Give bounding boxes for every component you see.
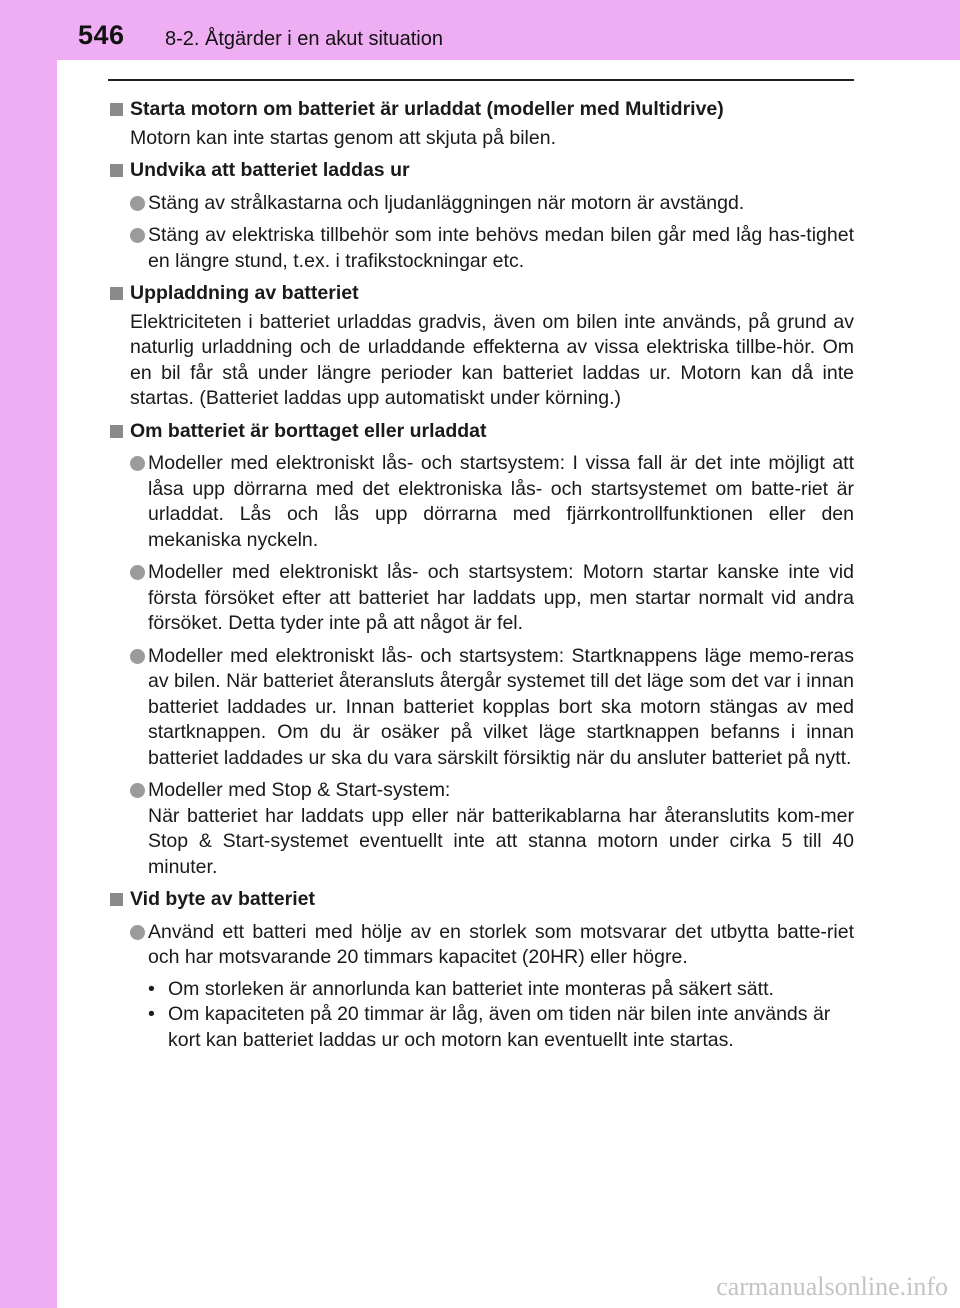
bullet-item xyxy=(108,644,854,772)
sub-item xyxy=(108,1002,854,1053)
page-number: 546 xyxy=(78,20,125,50)
bullet-item xyxy=(108,451,854,553)
section-heading xyxy=(108,97,854,123)
sub-item xyxy=(108,977,854,1003)
paragraph: Elektriciteten i batteriet urladdas gradvis, även om bilen inte används, på grund av naturlig urladdning och de urladdande effekterna av vissa elektriska tillbe-hör. Om en bil får stå under längre perioder kan batteriet laddas ur. Motorn kan då inte startas. (Batteriet laddas upp automatiskt under körning.) xyxy=(130,310,854,409)
bullet-text: När batteriet har laddats upp eller när batterikablarna har återanslutits kom-mer Stop & Start-systemet eventuellt inte att stanna motorn under cirka 5 till 40 minuter. xyxy=(148,804,854,878)
page-content xyxy=(108,90,854,1053)
bullet-item xyxy=(108,560,854,637)
circle-bullet-icon xyxy=(130,783,145,798)
sub-text: Om kapaciteten på 20 timmar är låg, även om tiden när bilen inte används är kort kan batteriet laddas ur och motorn kan eventuellt inte startas. xyxy=(168,1003,831,1051)
circle-bullet-icon xyxy=(130,456,145,471)
square-bullet-icon xyxy=(110,425,123,438)
sub-bullet-marker: • xyxy=(148,977,155,1000)
paragraph: Motorn kan inte startas genom att skjuta på bilen. xyxy=(130,126,556,149)
sub-bullet-marker: • xyxy=(148,1003,155,1025)
square-bullet-icon xyxy=(110,287,123,300)
bullet-text: Modeller med elektroniskt lås- och startsystem: Startknappens läge memo-reras av bilen. När batteriet återansluts återgår systemet till det läge som det var i innan batteriet laddades ur. Innan batteriet kopplas bort ska motorn stängas av med startknappen. Om du är osäker på vilket läge startknappen befanns i innan batteriet laddades ur ska du vara särskilt försiktig när du ansluter batteriet på nytt. xyxy=(148,644,854,769)
bullet-text: Använd ett batteri med hölje av en storlek som motsvarar det utbytta batte-riet och har motsvarande 20 timmars kapacitet (20HR) eller högre. xyxy=(148,920,854,968)
bullet-text: Modeller med Stop & Start-system: xyxy=(148,779,451,801)
side-tab-band xyxy=(0,0,57,1308)
bullet-text: Modeller med elektroniskt lås- och startsystem: Motorn startar kanske inte vid första försöket efter att batteriet har laddats upp, men startar normalt vid andra försöket. Detta tyder inte på att något är fel. xyxy=(148,561,854,634)
header-rule xyxy=(108,79,854,81)
square-bullet-icon xyxy=(110,164,123,177)
section-heading xyxy=(108,158,854,184)
heading-text: Uppladdning av batteriet xyxy=(130,282,359,304)
bullet-item xyxy=(108,920,854,971)
square-bullet-icon xyxy=(110,103,123,116)
circle-bullet-icon xyxy=(130,925,145,940)
watermark: carmanualsonline.info xyxy=(716,1272,948,1301)
section-heading xyxy=(108,281,854,307)
circle-bullet-icon xyxy=(130,196,145,211)
bullet-text: Stäng av elektriska tillbehör som inte behövs medan bilen går med låg has-tighet en längre stund, t.ex. i trafikstockningar etc. xyxy=(148,224,854,272)
circle-bullet-icon xyxy=(130,565,145,580)
circle-bullet-icon xyxy=(130,228,145,243)
circle-bullet-icon xyxy=(130,649,145,664)
section-heading xyxy=(108,887,854,913)
bullet-item xyxy=(108,191,854,217)
heading-text: Undvika att batteriet laddas ur xyxy=(130,159,410,181)
bullet-item xyxy=(108,223,854,274)
square-bullet-icon xyxy=(110,893,123,906)
bullet-text: Modeller med elektroniskt lås- och startsystem: I vissa fall är det inte möjligt att låsa upp dörrarna med det elektroniska lås- och startsystemet om batte-riet är urladdat. Lås och lås upp dörrarna med fjärrkontrollfunktionen eller den mekaniska nyckeln. xyxy=(148,452,854,551)
chapter-title: 8-2. Åtgärder i en akut situation xyxy=(165,28,443,50)
heading-text: Starta motorn om batteriet är urladdat (modeller med Multidrive) xyxy=(130,98,724,120)
heading-text: Om batteriet är borttaget eller urladdat xyxy=(130,419,487,442)
heading-text: Vid byte av batteriet xyxy=(130,888,315,910)
bullet-item xyxy=(108,778,854,880)
sub-text: Om storleken är annorlunda kan batteriet inte monteras på säkert sätt. xyxy=(168,977,774,1000)
section-heading xyxy=(108,419,854,445)
bullet-text: Stäng av strålkastarna och ljudanläggningen när motorn är avstängd. xyxy=(148,191,745,214)
